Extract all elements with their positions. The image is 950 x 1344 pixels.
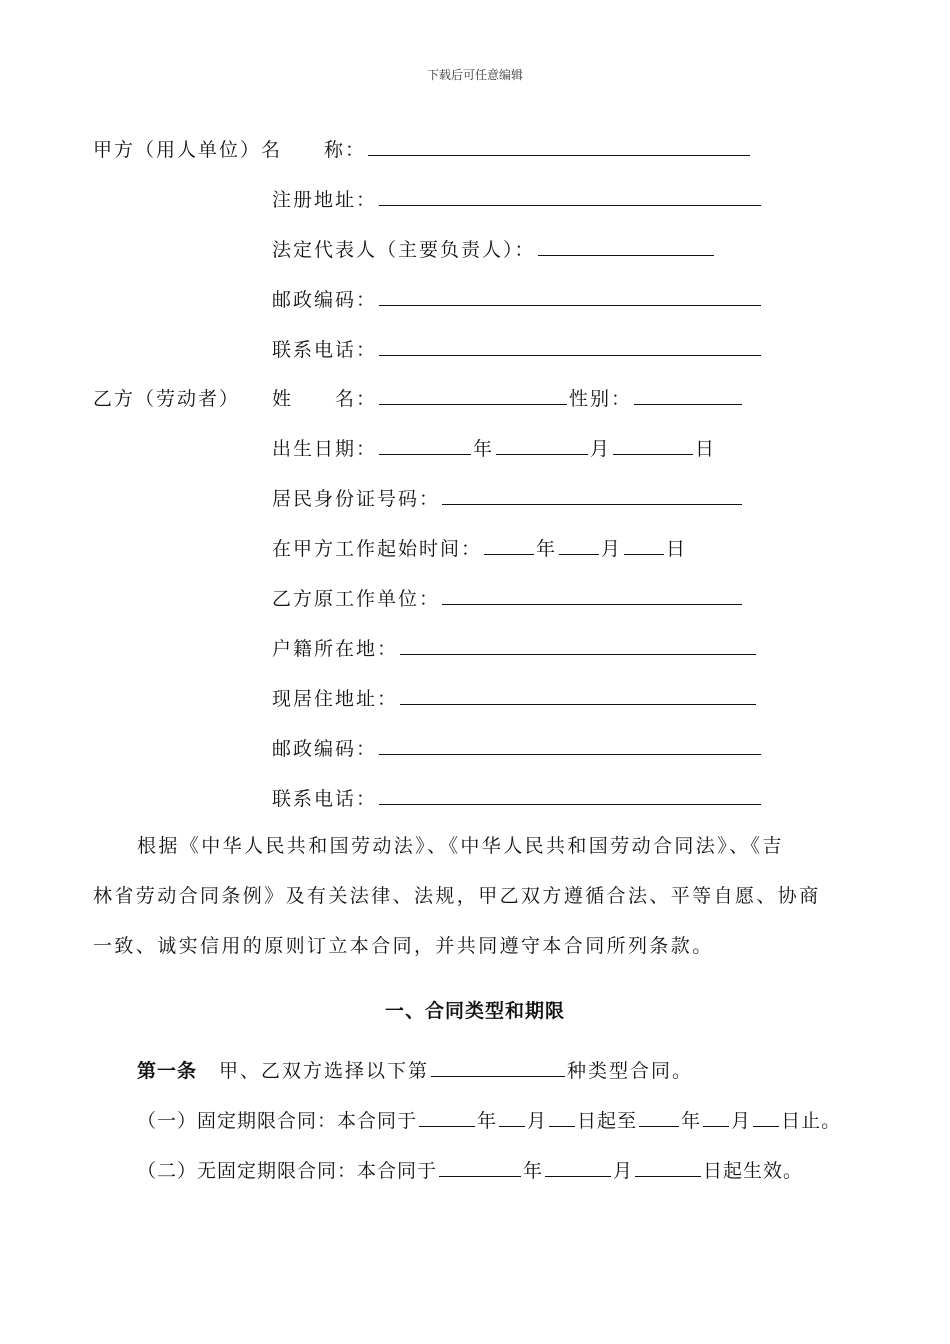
- page-header-note: 下载后可任意编辑: [426, 68, 523, 82]
- party-b-hukou-row: [272, 636, 758, 661]
- start-month-field[interactable]: [559, 536, 599, 555]
- party-b-hukou-field[interactable]: [400, 636, 756, 655]
- intro-line-2: 林省劳动合同条例》及有关法律、法规，甲乙双方遵循合法、平等自愿、协商: [93, 885, 821, 907]
- party-a-phone-row: [272, 337, 763, 362]
- birth-day-field[interactable]: [613, 436, 693, 455]
- party-b-zip-field[interactable]: [379, 736, 761, 755]
- party-b-residence-row: [272, 686, 758, 711]
- item-1-end-text: 日止。: [781, 1110, 842, 1132]
- party-b-prev-unit-label: 乙方原工作单位：: [272, 588, 441, 610]
- month-unit: 月: [590, 438, 612, 460]
- item-1-label: （一）固定期限合同：本合同于: [137, 1110, 418, 1132]
- party-b-birth-row: [272, 436, 716, 461]
- month-unit: 月: [527, 1110, 548, 1132]
- party-a-name-field[interactable]: [368, 137, 750, 156]
- party-a-rep-label: 法定代表人（主要负责人）：: [272, 239, 536, 261]
- year-unit: 年: [536, 538, 558, 560]
- party-b-gender-field[interactable]: [634, 386, 742, 405]
- party-b-phone-field[interactable]: [379, 786, 761, 805]
- party-b-label: 乙方（劳动者）: [93, 388, 241, 410]
- party-b-residence-label: 现居住地址：: [272, 688, 399, 710]
- party-b-prev-unit-row: [272, 586, 744, 611]
- article-1-text-a: 甲、乙双方选择以下第: [219, 1060, 430, 1082]
- intro-line-1: 根据《中华人民共和国劳动法》、《中华人民共和国劳动合同法》、《吉: [137, 835, 784, 857]
- item-2-row: [137, 1158, 803, 1183]
- party-b-id-field[interactable]: [442, 486, 742, 505]
- party-b-phone-label: 联系电话：: [272, 788, 378, 810]
- item-1-end-year-field[interactable]: [639, 1108, 679, 1127]
- party-b-prev-unit-field[interactable]: [442, 586, 742, 605]
- item-2-day-field[interactable]: [635, 1158, 701, 1177]
- day-unit: 日: [695, 438, 717, 460]
- year-unit: 年: [477, 1110, 498, 1132]
- party-b-id-label: 居民身份证号码：: [272, 488, 441, 510]
- party-b-residence-field[interactable]: [400, 686, 756, 705]
- article-1-row: [137, 1058, 693, 1083]
- article-1-text-b: 种类型合同。: [567, 1060, 694, 1082]
- item-2-end-text: 日起生效。: [703, 1160, 804, 1182]
- party-a-rep-field[interactable]: [538, 237, 714, 256]
- party-b-hukou-label: 户籍所在地：: [272, 638, 399, 660]
- party-a-address-row: [272, 187, 763, 212]
- year-unit: 年: [523, 1160, 544, 1182]
- party-b-zip-label: 邮政编码：: [272, 738, 378, 760]
- party-b-birth-label: 出生日期：: [272, 438, 378, 460]
- party-a-label: 甲方（用人单位）: [93, 139, 262, 161]
- item-1-end-month-field[interactable]: [703, 1108, 729, 1127]
- item-2-label: （二）无固定期限合同：本合同于: [137, 1160, 438, 1182]
- item-1-start-year-field[interactable]: [419, 1108, 475, 1127]
- party-b-zip-row: [272, 736, 763, 761]
- start-year-field[interactable]: [484, 536, 534, 555]
- party-a-zip-field[interactable]: [379, 287, 761, 306]
- start-day-field[interactable]: [624, 536, 664, 555]
- item-2-year-field[interactable]: [439, 1158, 521, 1177]
- contract-type-field[interactable]: [431, 1058, 565, 1077]
- party-a-phone-field[interactable]: [379, 337, 761, 356]
- item-1-from-text: 日起至: [577, 1110, 638, 1132]
- month-unit: 月: [601, 538, 623, 560]
- party-b-name-label: 姓 名：: [272, 388, 378, 410]
- party-a-zip-label: 邮政编码：: [272, 289, 378, 311]
- item-1-end-day-field[interactable]: [753, 1108, 779, 1127]
- item-1-row: [137, 1108, 841, 1133]
- party-b-id-row: [272, 486, 744, 511]
- party-a-name-row: [93, 137, 752, 162]
- year-unit: 年: [681, 1110, 702, 1132]
- party-b-start-row: [272, 536, 687, 561]
- month-unit: 月: [613, 1160, 634, 1182]
- party-a-rep-row: [272, 237, 716, 262]
- party-b-name-row: [93, 386, 744, 411]
- day-unit: 日: [666, 538, 688, 560]
- month-unit: 月: [731, 1110, 752, 1132]
- party-b-phone-row: [272, 786, 763, 811]
- party-a-phone-label: 联系电话：: [272, 339, 378, 361]
- item-1-start-day-field[interactable]: [549, 1108, 575, 1127]
- year-unit: 年: [473, 438, 495, 460]
- birth-month-field[interactable]: [496, 436, 588, 455]
- item-1-start-month-field[interactable]: [499, 1108, 525, 1127]
- birth-year-field[interactable]: [379, 436, 471, 455]
- article-1-label: 第一条: [137, 1060, 198, 1082]
- section-title: 一、合同类型和期限: [384, 1000, 565, 1022]
- party-b-gender-label: 性别：: [569, 388, 633, 410]
- item-2-month-field[interactable]: [545, 1158, 611, 1177]
- party-b-start-label: 在甲方工作起始时间：: [272, 538, 483, 560]
- party-a-name-label: 名 称：: [261, 139, 367, 161]
- party-a-address-label: 注册地址：: [272, 189, 378, 211]
- party-a-address-field[interactable]: [379, 187, 761, 206]
- party-b-name-field[interactable]: [379, 386, 567, 405]
- party-a-zip-row: [272, 287, 763, 312]
- intro-line-3: 一致、诚实信用的原则订立本合同，并共同遵守本合同所列条款。: [93, 935, 714, 957]
